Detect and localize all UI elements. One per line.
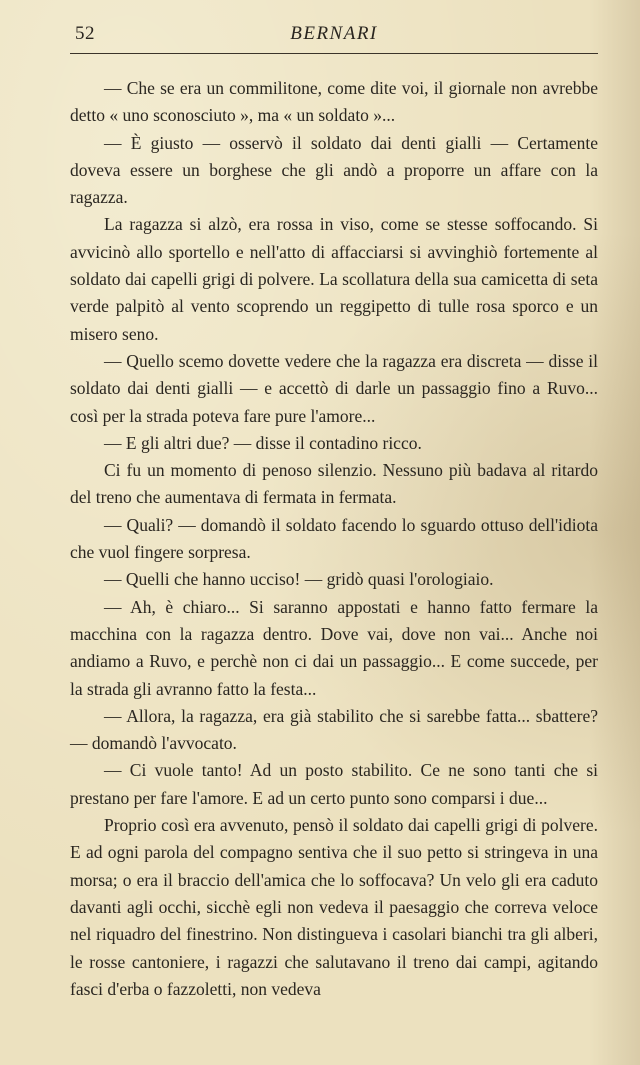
page-number: 52 [75, 23, 95, 44]
paragraph: — È giusto — osservò il soldato dai denti gialli — Certamente doveva essere un borghese che gli andò a proporre un affare con la ragazza. [70, 132, 598, 208]
paragraph: — Allora, la ragazza, era già stabilito che si sarebbe fatta... sbattere? — domandò l'avvocato. [70, 705, 598, 754]
page-header [70, 20, 598, 50]
paragraph: — Che se era un commilitone, come dite voi, il giornale non avrebbe detto « uno sconosciuto », ma « un soldato »... [70, 78, 598, 126]
paragraph: La ragazza si alzò, era rossa in viso, come se stesse soffocando. Si avvicinò allo sportello e nell'atto di affacciarsi si avvinghiò fortemente al soldato dai capelli grigi di polvere. La scollatura della sua camicetta di seta verde palpitò al vento scoprendo un reggipetto di tulle rosa sporco e un misero seno. [70, 214, 598, 344]
paragraph: Ci fu un momento di penoso silenzio. Nessuno più badava al ritardo del treno che aumentava di fermata in fermata. [70, 460, 598, 508]
paragraph: — E gli altri due? — disse il contadino ricco. [104, 432, 422, 453]
paragraph: — Ah, è chiaro... Si saranno appostati e hanno fatto fermare la macchina con la ragazza dentro. Dove vai, dove non vai... Anche noi andiamo a Ruvo, e perchè non ci dai un passaggio... E come succede, per la strada gli avranno fatto la festa... [70, 596, 598, 699]
paragraph: — Ci vuole tanto! Ad un posto stabilito. Ce ne sono tanti che si prestano per fare l'amore. E ad un certo punto sono comparsi i due... [70, 760, 598, 808]
paragraph: — Quelli che hanno ucciso! — gridò quasi l'orologiaio. [104, 569, 494, 590]
paragraph: — Quello scemo dovette vedere che la ragazza era discreta — disse il soldato dai denti gialli — e accettò di darle un passaggio fino a Ruvo... così per la strada poteva fare pure l'amore... [70, 350, 598, 426]
paragraph: — Quali? — domandò il soldato facendo lo sguardo ottuso dell'idiota che vuol fingere sorpresa. [70, 514, 598, 563]
body-text [70, 75, 598, 1003]
paragraph: Proprio così era avvenuto, pensò il soldato dai capelli grigi di polvere. E ad ogni parola del compagno sentiva che il suo petto si stringeva in una morsa; o era il braccio dell'amica che lo soffocava? Un velo gli era caduto davanti agli occhi, sicchè egli non vedeva il paesaggio che correva veloce nel riquadro del finestrino. Non distingueva i casolari bianchi tra gli alberi, le rosse cantoniere, i ragazzi che salutavano il treno dai campi, agitando fasci d'erba o fazzoletti, non vedeva [70, 815, 598, 999]
header-rule [70, 53, 598, 54]
running-title: BERNARI [290, 23, 378, 44]
